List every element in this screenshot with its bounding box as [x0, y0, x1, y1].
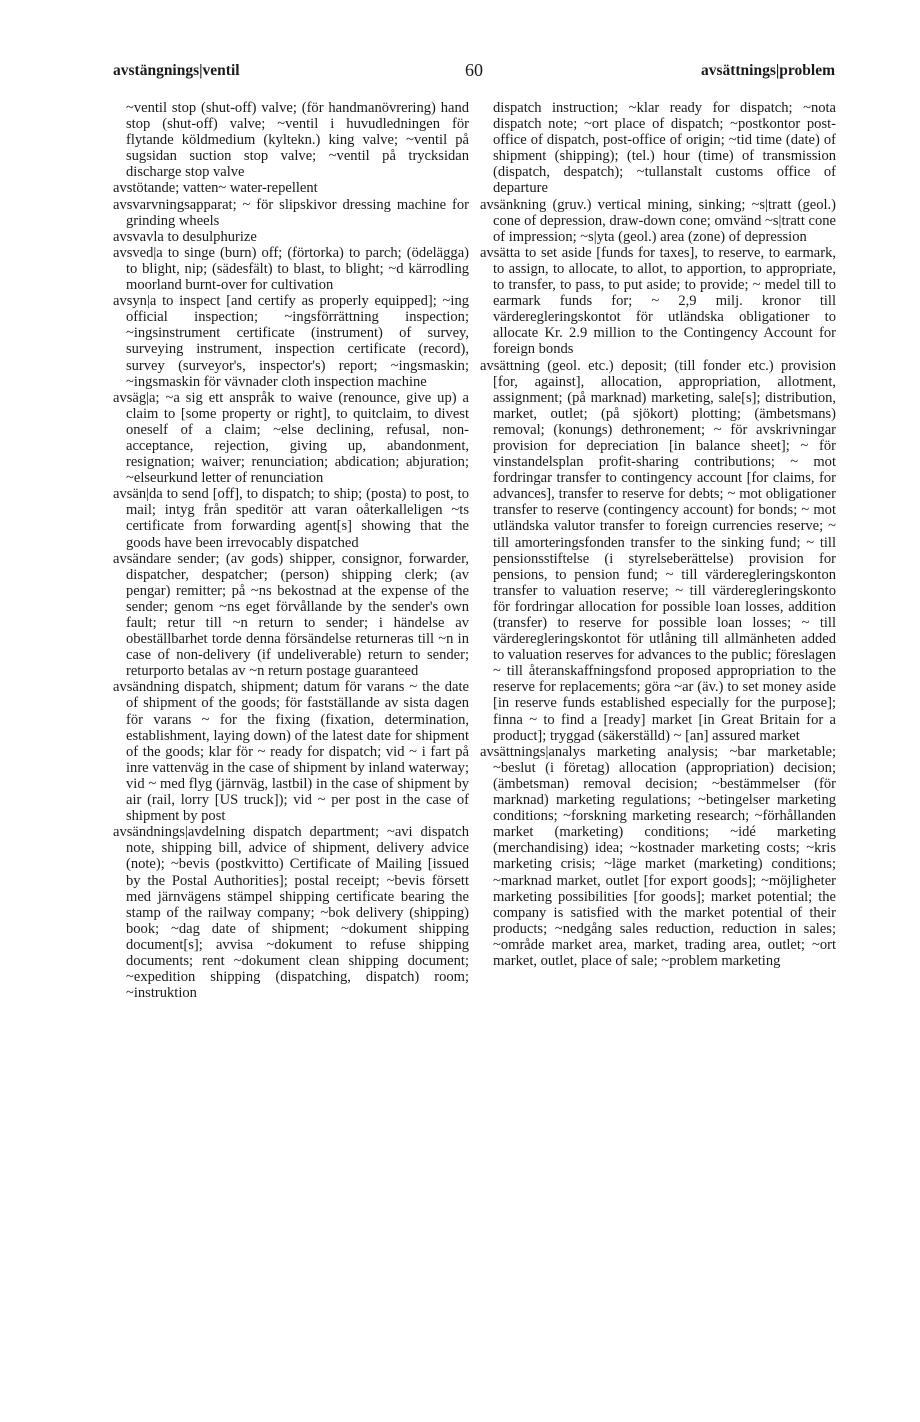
- header-left-guideword: avstängnings|ventil: [113, 62, 240, 79]
- dictionary-entry: avsändare sender; (av gods) shipper, consignor, forwarder, dispatcher, despatcher; (person) shipping clerk; (av pengar) remitter; på ~ns bekostnad at the expense of the sender; genom ~ns eget förvållande by the sender's own fault; retur till ~n return to sender; i händelse av obeställbarhet torde denna försändelse returneras till ~n in case of non-delivery (if undeliverable) return to sender; returporto betalas av ~n return postage guaranteed: [113, 550, 469, 680]
- dictionary-entry: avsändning dispatch, shipment; datum för varans ~ the date of shipment of the goods; för fastställande av sista dagen för varans ~ for the fixing (fixation, determination, establishment, laying down) of the latest date for shipment of the goods; klar för ~ ready for dispatch; vid ~ i fart på inre vattenväg in the case of shipment by inland waterway; vid ~ med flyg (järnväg, lastbil) in the case of shipment by air (rail, lorry [US truck]); vid ~ per post in the case of shipment by post: [113, 679, 469, 825]
- header-right-guideword: avsättnings|problem: [700, 62, 835, 79]
- dictionary-entry: avsved|a to singe (burn) off; (förtorka) to parch; (ödelägga) to blight, nip; (sädesfält) to blast, to blight; ~d kärrodling moorland burnt-over for cultivation: [113, 244, 469, 294]
- dictionary-entry: avsätta to set aside [funds for taxes], to reserve, to earmark, to assign, to allocate, to allot, to apportion, to appropriate, to transfer, to pass, to put aside; to provide; ~ medel till to earmark funds for; ~ 2,9 milj. kronor till värderegleringskontot för utländska obligationer to allocate Kr. 2.9 million to the Contingency Account for foreign bonds: [480, 244, 836, 358]
- dictionary-entry: dispatch instruction; ~klar ready for dispatch; ~nota dispatch note; ~ort place of dispatch; ~postkontor post-office of dispatch, post-office of origin; ~tid time (date) of shipment (shipping); (tel.) hour (time) of transmission (dispatch, despatch); ~tullanstalt customs office of departure: [493, 100, 836, 197]
- dictionary-entry: avsättnings|analys marketing analysis; ~bar marketable; ~beslut (i företag) allocation (appropriation) decision; (ämbetsman) removal decision; ~bestämmelser (för marknad) marketing regulations; ~betingelser marketing conditions; ~forskning marketing research; ~förhållanden market (marketing) conditions; ~idé marketing (merchandising) idea; ~kostnader marketing costs; ~kris marketing crisis; ~läge market (marketing) conditions; ~marknad market, outlet [for export goods]; ~möjligheter marketing possibilities [for goods]; market potential; the company is satisfied with the market potential of their products; ~nedgång sales reduction, reduction in sales; ~område market area, market, trading area, outlet; ~ort market, outlet, place of sale; ~problem marketing: [480, 743, 836, 969]
- dictionary-entry: avsättning (geol. etc.) deposit; (till fonder etc.) provision [for, against], allocation, appropriation, allotment, assignment; (på marknad) marketing, sale[s]; distribution, market, outlet; (på sjökort) plotting; (ämbetsmans) removal; (konungs) dethronement; ~ för avskrivningar provision for depreciation [in balance sheet]; ~ för vinstandelsplan profit-sharing contributions; ~ mot fordringar transfer to contingency account [for claims, for advances], transfer to reserve for debts; ~ mot obligationer transfer to reserve (contingency account) for bonds; ~ mot utländska valutor transfer to foreign currencies reserve; ~ till amorteringsfonden transfer to the sinking fund; ~ till pensionsstiftelse (i styrelseberättelse) provision for pensions, to pension fund; ~ till värderegleringskonton transfer to valuation reserve; ~ till värderegleringskonto för fordringar allocation for possible loan losses, addition (transfer) to reserve for possible loan losses; ~ till värderegleringskontot för utlåning till allmänheten added to valuation reserves for advances to the public; föreslagen ~ till återanskaffningsfond proposed appropriation to the reserve for replacements; göra ~ar (äv.) to set money aside [in reserve funds established especially for the purpose]; finna ~ to find a [ready] market [in Great Britain for a product]; tryggad (säkerställd) ~ [an] assured market: [480, 357, 836, 744]
- dictionary-entry: avsän|da to send [off], to dispatch; to ship; (posta) to post, to mail; intyg från speditör att varan oåterkalleligen ~ts certificate from forwarding agent[s] showing that the goods have been irrevocably dispatched: [113, 486, 469, 551]
- dictionary-entry: avstötande; vatten~ water-repellent: [113, 180, 318, 197]
- dictionary-entry: avsvarvningsapparat; ~ för slipskivor dressing machine for grinding wheels: [113, 196, 469, 229]
- dictionary-entry: avsvavla to desulphurize: [113, 228, 257, 245]
- dictionary-entry: avsyn|a to inspect [and certify as properly equipped]; ~ing official inspection; ~ingsförrättning inspection; ~ingsinstrument certificate (instrument) of survey, surveying instrument, inspection certificate (record), survey (surveyor's, inspector's) report; ~ingsmaskin; ~ingsmaskin för vävnader cloth inspection machine: [113, 293, 469, 390]
- dictionary-entry: avsänkning (gruv.) vertical mining, sinking; ~s|tratt (geol.) cone of depression, draw-down cone; omvänd ~s|tratt cone of impression; ~s|yta (geol.) area (zone) of depression: [480, 196, 836, 245]
- page-header: [113, 60, 835, 84]
- left-column: [113, 100, 469, 1001]
- dictionary-entry: ~ventil stop (shut-off) valve; (för handmanövrering) hand stop (shut-off) valve; ~ventil i huvudledningen för flytande köldmedium (kyltekn.) king valve; ~ventil på sugsidan suction stop valve; ~ventil på trycksidan discharge stop valve: [126, 100, 469, 181]
- page-number: 60: [465, 60, 483, 80]
- right-column: [480, 100, 836, 969]
- dictionary-entry: avsäg|a; ~a sig ett anspråk to waive (renounce, give up) a claim to [some property or right], to quitclaim, to divest oneself of a claim; ~else declining, refusal, non-acceptance, rejection, giving up, abandonment, resignation; waiver; renunciation; abdication; abjuration; ~elseurkund letter of renunciation: [113, 389, 469, 487]
- dictionary-entry: avsändnings|avdelning dispatch department; ~avi dispatch note, shipping bill, advice of shipment, delivery advice (note); ~bevis (postkvitto) Certificate of Mailing [issued by the Postal Authorities]; postal receipt; ~bevis försett med järnvägens stämpel shipping certificate bearing the stamp of the railway company; ~bok delivery (shipping) book; ~dag date of shipment; ~dokument shipping document[s]; avvisa ~dokument to refuse shipping documents; rent ~dokument clean shipping document; ~expedition shipping (dispatching, dispatch) room; ~instruktion: [113, 824, 469, 1002]
